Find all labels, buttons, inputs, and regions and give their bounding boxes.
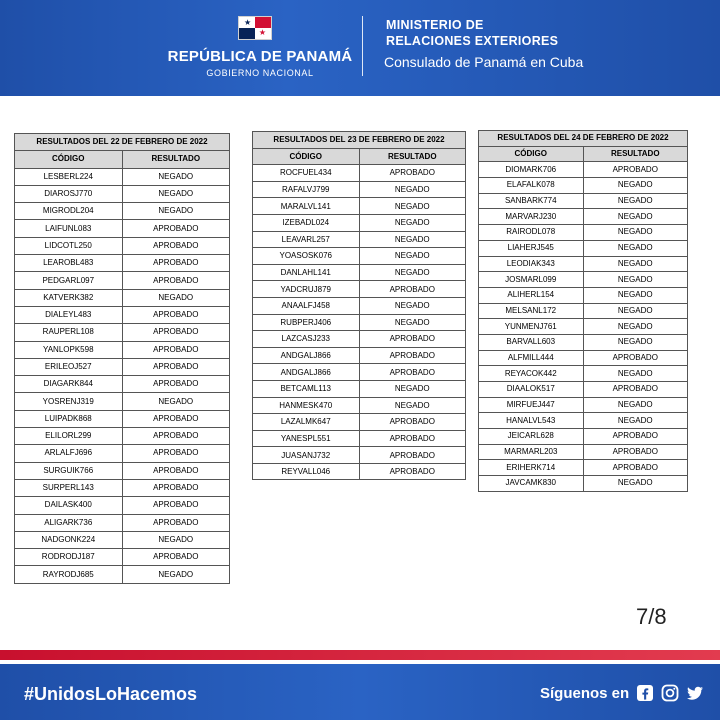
table-row — [15, 393, 230, 410]
cell-result: APROBADO — [122, 358, 230, 375]
cell-result: APROBADO — [122, 428, 230, 445]
results-table — [14, 133, 230, 584]
cell-code: HANALVL543 — [479, 413, 584, 429]
cell-result: NEGADO — [359, 248, 466, 265]
cell-result: NEGADO — [583, 256, 688, 272]
cell-code: JOSMARL099 — [479, 272, 584, 288]
table-row — [253, 281, 466, 298]
cell-result: APROBADO — [122, 324, 230, 341]
cell-code: YANESPL551 — [253, 430, 360, 447]
ministry-line-2: RELACIONES EXTERIORES — [386, 34, 559, 48]
table-row — [253, 331, 466, 348]
consulate-name: Consulado de Panamá en Cuba — [384, 54, 584, 70]
cell-result: APROBADO — [359, 447, 466, 464]
cell-result: NEGADO — [122, 185, 230, 202]
cell-result: APROBADO — [583, 429, 688, 445]
ministry-line-1: MINISTERIO DE — [386, 18, 484, 32]
cell-result: NEGADO — [583, 225, 688, 241]
table-row — [253, 314, 466, 331]
cell-result: APROBADO — [122, 306, 230, 323]
table-row — [479, 319, 688, 335]
results-table-feb-24 — [478, 130, 688, 492]
table-row — [479, 209, 688, 225]
cell-result: APROBADO — [583, 382, 688, 398]
cell-result: APROBADO — [122, 497, 230, 514]
cell-code: RODRODJ187 — [15, 549, 123, 566]
cell-code: YOSRENJ319 — [15, 393, 123, 410]
table-row — [15, 306, 230, 323]
cell-code: YUNMENJ761 — [479, 319, 584, 335]
table-row — [15, 168, 230, 185]
cell-code: HANMESK470 — [253, 397, 360, 414]
table-row — [253, 447, 466, 464]
cell-code: MIRFUEJ447 — [479, 397, 584, 413]
cell-code: LESBERL224 — [15, 168, 123, 185]
cell-code: LEODIAK343 — [479, 256, 584, 272]
panama-flag-icon: ★ ★ — [238, 16, 272, 40]
table-row — [15, 531, 230, 548]
table-row — [479, 334, 688, 350]
cell-code: MIGRODL204 — [15, 203, 123, 220]
header-divider — [362, 16, 363, 76]
table-row — [479, 460, 688, 476]
cell-result: NEGADO — [583, 209, 688, 225]
cell-code: RAYRODJ685 — [15, 566, 123, 583]
results-table-feb-23 — [252, 131, 466, 480]
cell-code: ARLALFJ696 — [15, 445, 123, 462]
follow-us-label: Síguenos en — [540, 685, 630, 702]
table-title: RESULTADOS DEL 22 DE FEBRERO DE 2022 — [15, 134, 230, 151]
cell-result: APROBADO — [359, 430, 466, 447]
cell-result: APROBADO — [122, 445, 230, 462]
table-row — [15, 514, 230, 531]
cell-result: NEGADO — [359, 297, 466, 314]
cell-code: ANDGALJ866 — [253, 364, 360, 381]
cell-code: ELAFALK078 — [479, 178, 584, 194]
table-row — [479, 287, 688, 303]
cell-code: ERIHERK714 — [479, 460, 584, 476]
table-row — [253, 231, 466, 248]
cell-code: RAUPERL108 — [15, 324, 123, 341]
table-title: RESULTADOS DEL 23 DE FEBRERO DE 2022 — [253, 132, 466, 149]
cell-result: NEGADO — [583, 334, 688, 350]
cell-result: APROBADO — [122, 341, 230, 358]
cell-result: NEGADO — [359, 314, 466, 331]
results-table — [252, 131, 466, 480]
cell-result: APROBADO — [122, 220, 230, 237]
hashtag-text: #UnidosLoHacemos — [24, 684, 198, 704]
table-row — [479, 162, 688, 178]
table-row — [15, 445, 230, 462]
table-row — [479, 272, 688, 288]
cell-code: REYACOK442 — [479, 366, 584, 382]
cell-result: NEGADO — [122, 566, 230, 583]
cell-code: MELSANL172 — [479, 303, 584, 319]
table-row — [253, 463, 466, 480]
cell-result: APROBADO — [122, 272, 230, 289]
table-row — [479, 350, 688, 366]
table-row — [15, 341, 230, 358]
cell-result: NEGADO — [583, 178, 688, 194]
cell-code: REYVALL046 — [253, 463, 360, 480]
table-row — [15, 410, 230, 427]
table-row — [15, 220, 230, 237]
cell-code: DAILASK400 — [15, 497, 123, 514]
cell-code: YADCRUJ879 — [253, 281, 360, 298]
results-table — [478, 130, 688, 492]
cell-result: APROBADO — [359, 414, 466, 431]
cell-code: ERILEOJ527 — [15, 358, 123, 375]
government-subtitle: GOBIERNO NACIONAL — [206, 68, 314, 78]
table-row — [479, 397, 688, 413]
table-row — [15, 203, 230, 220]
cell-code: SURPERL143 — [15, 479, 123, 496]
cell-result: NEGADO — [122, 203, 230, 220]
cell-result: APROBADO — [122, 410, 230, 427]
cell-code: LUIPADK868 — [15, 410, 123, 427]
cell-result: APROBADO — [122, 255, 230, 272]
table-row — [479, 225, 688, 241]
table-row — [15, 479, 230, 496]
cell-result: NEGADO — [122, 393, 230, 410]
cell-result: NEGADO — [583, 272, 688, 288]
cell-result: NEGADO — [583, 476, 688, 492]
cell-result: APROBADO — [122, 462, 230, 479]
cell-code: IZEBADL024 — [253, 214, 360, 231]
cell-code: ALIHERL154 — [479, 287, 584, 303]
cell-code: LEAVARL257 — [253, 231, 360, 248]
cell-result: APROBADO — [583, 444, 688, 460]
cell-result: APROBADO — [359, 281, 466, 298]
cell-code: BETCAML113 — [253, 380, 360, 397]
table-row — [253, 198, 466, 215]
cell-result: APROBADO — [122, 376, 230, 393]
cell-code: JAVCAMK830 — [479, 476, 584, 492]
table-row — [479, 178, 688, 194]
table-row — [15, 185, 230, 202]
cell-result: NEGADO — [359, 198, 466, 215]
cell-code: DANLAHL141 — [253, 264, 360, 281]
cell-code: ANAALFJ458 — [253, 297, 360, 314]
cell-code: ELILORL299 — [15, 428, 123, 445]
table-row — [15, 376, 230, 393]
republic-title: REPÚBLICA DE PANAMÁ — [167, 48, 353, 65]
page-number: 7/8 — [636, 604, 667, 629]
cell-code: JEICARL628 — [479, 429, 584, 445]
table-row — [15, 549, 230, 566]
cell-code: LIDCOTL250 — [15, 237, 123, 254]
cell-result: APROBADO — [359, 463, 466, 480]
header-banner — [0, 0, 720, 96]
table-row — [15, 272, 230, 289]
table-row — [479, 444, 688, 460]
cell-result: APROBADO — [583, 350, 688, 366]
table-row — [253, 430, 466, 447]
cell-code: BARVALL603 — [479, 334, 584, 350]
cell-result: NEGADO — [359, 397, 466, 414]
table-row — [253, 414, 466, 431]
cell-result: APROBADO — [583, 162, 688, 178]
cell-code: SURGUIK766 — [15, 462, 123, 479]
results-table-feb-22 — [14, 133, 230, 584]
cell-result: NEGADO — [583, 240, 688, 256]
cell-code: RAIRODL078 — [479, 225, 584, 241]
cell-result: APROBADO — [122, 514, 230, 531]
cell-result: NEGADO — [583, 303, 688, 319]
footer-red-stripe — [0, 650, 720, 660]
cell-result: APROBADO — [122, 237, 230, 254]
column-header-code: CÓDIGO — [253, 148, 360, 165]
cell-result: NEGADO — [583, 319, 688, 335]
cell-code: RUBPERJ406 — [253, 314, 360, 331]
cell-result: NEGADO — [583, 287, 688, 303]
cell-code: MARVARJ230 — [479, 209, 584, 225]
table-row — [479, 256, 688, 272]
table-row — [253, 264, 466, 281]
cell-code: DIAROSJ770 — [15, 185, 123, 202]
table-row — [253, 347, 466, 364]
cell-result: NEGADO — [583, 397, 688, 413]
cell-code: ALIGARK736 — [15, 514, 123, 531]
table-row — [15, 358, 230, 375]
cell-result: NEGADO — [122, 531, 230, 548]
cell-code: DIOMARK706 — [479, 162, 584, 178]
cell-result: NEGADO — [583, 413, 688, 429]
cell-code: DIALEYL483 — [15, 306, 123, 323]
cell-code: DIAGARK844 — [15, 376, 123, 393]
cell-code: KATVERK382 — [15, 289, 123, 306]
cell-result: NEGADO — [359, 380, 466, 397]
cell-code: LIAHERJ545 — [479, 240, 584, 256]
table-row — [253, 380, 466, 397]
table-row — [15, 289, 230, 306]
table-row — [479, 429, 688, 445]
table-row — [15, 497, 230, 514]
cell-code: LAIFUNL083 — [15, 220, 123, 237]
cell-code: RAFALVJ799 — [253, 181, 360, 198]
cell-result: APROBADO — [122, 479, 230, 496]
cell-code: SANBARK774 — [479, 193, 584, 209]
cell-code: LAZCASJ233 — [253, 331, 360, 348]
cell-code: NADGONK224 — [15, 531, 123, 548]
cell-code: LEAROBL483 — [15, 255, 123, 272]
cell-code: PEDGARL097 — [15, 272, 123, 289]
cell-code: LAZALMK647 — [253, 414, 360, 431]
cell-result: NEGADO — [583, 366, 688, 382]
twitter-icon[interactable] — [686, 684, 704, 702]
instagram-icon[interactable] — [661, 684, 679, 702]
table-row — [253, 364, 466, 381]
cell-result: NEGADO — [583, 193, 688, 209]
table-row — [253, 214, 466, 231]
column-header-result: RESULTADO — [583, 146, 688, 162]
cell-code: MARALVL141 — [253, 198, 360, 215]
table-row — [479, 193, 688, 209]
cell-code: ROCFUEL434 — [253, 165, 360, 182]
table-row — [15, 428, 230, 445]
cell-result: NEGADO — [122, 289, 230, 306]
table-row — [253, 165, 466, 182]
cell-code: ANDGALJ866 — [253, 347, 360, 364]
table-row — [479, 303, 688, 319]
cell-code: DIAALOK517 — [479, 382, 584, 398]
column-header-result: RESULTADO — [122, 151, 230, 168]
cell-code: JUASANJ732 — [253, 447, 360, 464]
table-row — [15, 462, 230, 479]
cell-result: NEGADO — [359, 181, 466, 198]
table-row — [479, 382, 688, 398]
cell-result: NEGADO — [359, 214, 466, 231]
table-row — [479, 476, 688, 492]
table-row — [15, 324, 230, 341]
column-header-result: RESULTADO — [359, 148, 466, 165]
cell-code: MARMARL203 — [479, 444, 584, 460]
table-row — [479, 413, 688, 429]
table-row — [253, 181, 466, 198]
cell-result: NEGADO — [359, 264, 466, 281]
facebook-icon[interactable] — [636, 684, 654, 702]
table-title: RESULTADOS DEL 24 DE FEBRERO DE 2022 — [479, 131, 688, 147]
cell-result: NEGADO — [122, 168, 230, 185]
table-row — [15, 237, 230, 254]
cell-result: APROBADO — [122, 549, 230, 566]
cell-code: ALFMILL444 — [479, 350, 584, 366]
table-row — [15, 255, 230, 272]
cell-result: APROBADO — [359, 165, 466, 182]
cell-result: APROBADO — [359, 331, 466, 348]
cell-result: NEGADO — [359, 231, 466, 248]
cell-code: YANLOPK598 — [15, 341, 123, 358]
table-row — [15, 566, 230, 583]
column-header-code: CÓDIGO — [15, 151, 123, 168]
table-row — [253, 248, 466, 265]
table-row — [253, 297, 466, 314]
cell-code: YOASOSK076 — [253, 248, 360, 265]
cell-result: APROBADO — [359, 364, 466, 381]
cell-result: APROBADO — [359, 347, 466, 364]
table-row — [479, 240, 688, 256]
column-header-code: CÓDIGO — [479, 146, 584, 162]
table-row — [253, 397, 466, 414]
table-row — [479, 366, 688, 382]
cell-result: APROBADO — [583, 460, 688, 476]
